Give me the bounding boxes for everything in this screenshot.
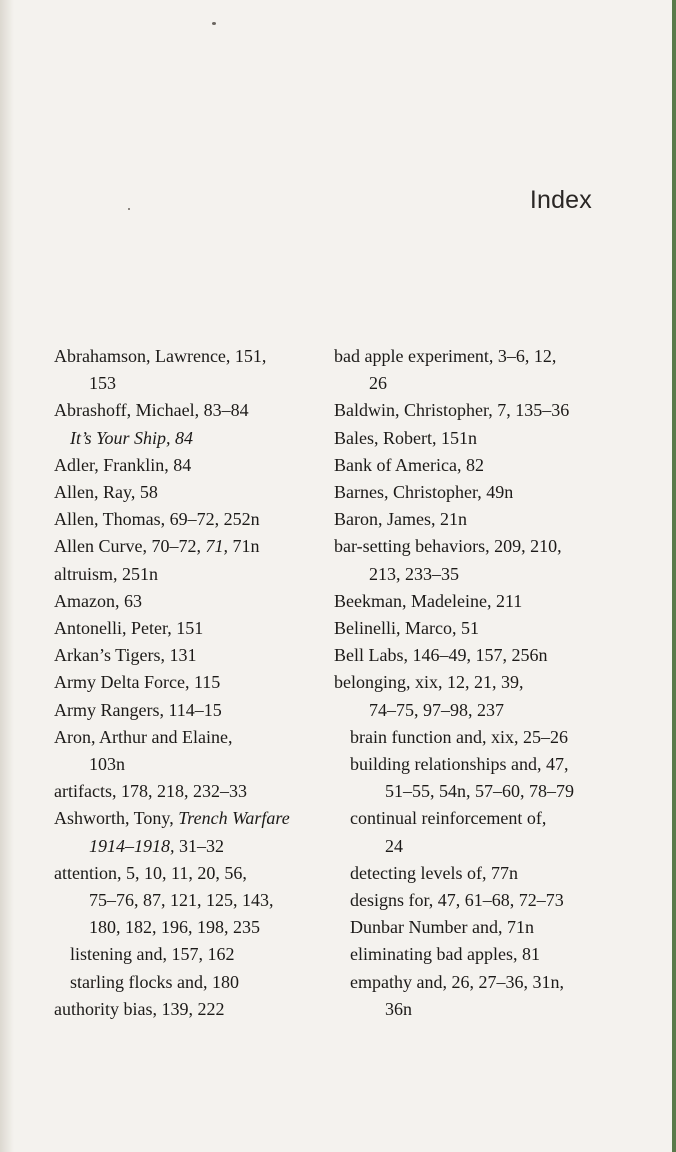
index-entry: Belinelli, Marco, 51 [334, 618, 479, 639]
index-entry [54, 805, 324, 832]
index-entry [54, 533, 324, 560]
index-entry: belonging, xix, 12, 21, 39, [334, 672, 524, 693]
entry-text: 31–32 [174, 835, 224, 856]
index-entry-continuation: 153 [89, 373, 116, 394]
index-entry: Adler, Franklin, 84 [54, 454, 192, 475]
index-entry-continuation [54, 833, 324, 860]
index-entry: Abrahamson, Lawrence, 151, [54, 346, 267, 366]
index-subentry: detecting levels of, 77n [350, 862, 518, 883]
entry-text: Allen Curve, 70–72, [54, 536, 206, 557]
index-entry: artifacts, 178, 218, 232–33 [54, 781, 247, 802]
index-entry-continuation: 74–75, 97–98, 237 [369, 699, 504, 720]
index-entry: attention, 5, 10, 11, 20, 56, [54, 862, 247, 883]
index-entry: Amazon, 63 [54, 590, 142, 611]
index-entry-continuation: 75–76, 87, 121, 125, 143, [89, 890, 274, 911]
index-entry: Allen, Ray, 58 [54, 482, 158, 503]
index-subentry: listening and, 157, 162 [70, 944, 235, 965]
index-entry: Beekman, Madeleine, 211 [334, 590, 523, 611]
index-subentry-continuation: 36n [385, 998, 412, 1019]
index-subentry: continual reinforcement of, [350, 808, 547, 829]
entry-italic-title: Trench Warfare [178, 808, 290, 829]
index-entry: Bales, Robert, 151n [334, 427, 477, 448]
paper-speck [212, 22, 216, 25]
index-entry: Allen, Thomas, 69–72, 252n [54, 509, 260, 530]
page-edge-shadow [0, 0, 14, 1152]
index-entry: Arkan’s Tigers, 131 [54, 645, 197, 666]
page-edge-green [672, 0, 676, 1152]
index-entry: Army Rangers, 114–15 [54, 699, 222, 720]
index-subentry: Dunbar Number and, 71n [350, 917, 534, 938]
index-subentry: It’s Your Ship, 84 [70, 427, 194, 448]
entry-text: 71n [227, 536, 260, 557]
index-subentry: building relationships and, 47, [350, 754, 569, 775]
index-entry-continuation: 103n [89, 754, 125, 775]
index-entry: Bell Labs, 146–49, 157, 256n [334, 645, 548, 666]
index-subentry: starling flocks and, 180 [70, 971, 239, 992]
index-entry: bad apple experiment, 3–6, 12, [334, 346, 557, 366]
entry-italic-ref: 71, [205, 536, 228, 557]
index-subentry: brain function and, xix, 25–26 [350, 726, 568, 747]
index-entry: authority bias, 139, 222 [54, 998, 225, 1019]
index-entry: Abrashoff, Michael, 83–84 [54, 400, 249, 421]
index-subentry: empathy and, 26, 27–36, 31n, [350, 971, 564, 992]
index-entry: Baron, James, 21n [334, 509, 467, 530]
index-entry-continuation: 180, 182, 196, 198, 235 [89, 917, 260, 938]
entry-text: Ashworth, Tony, [54, 808, 179, 829]
index-entry: Baldwin, Christopher, 7, 135–36 [334, 400, 570, 421]
entry-italic-title: 1914–1918, [89, 835, 175, 856]
index-subentry-continuation: 51–55, 54n, 57–60, 78–79 [385, 781, 574, 802]
index-entry: Bank of America, 82 [334, 454, 484, 475]
index-entry: Antonelli, Peter, 151 [54, 618, 204, 639]
index-entry: Barnes, Christopher, 49n [334, 482, 514, 503]
index-subentry-continuation: 24 [385, 835, 403, 856]
index-entry-continuation: 26 [369, 373, 387, 394]
page-title: Index [529, 186, 592, 214]
index-entry: bar-setting behaviors, 209, 210, [334, 536, 562, 557]
index-entry: Army Delta Force, 115 [54, 672, 221, 693]
index-entry: Aron, Arthur and Elaine, [54, 726, 233, 747]
index-subentry: designs for, 47, 61–68, 72–73 [350, 890, 564, 911]
index-column-right [334, 343, 614, 1023]
index-subentry: eliminating bad apples, 81 [350, 944, 540, 965]
paper-speck [128, 208, 130, 210]
index-entry: altruism, 251n [54, 563, 158, 584]
index-column-left [54, 343, 324, 1023]
index-entry-continuation: 213, 233–35 [369, 563, 459, 584]
